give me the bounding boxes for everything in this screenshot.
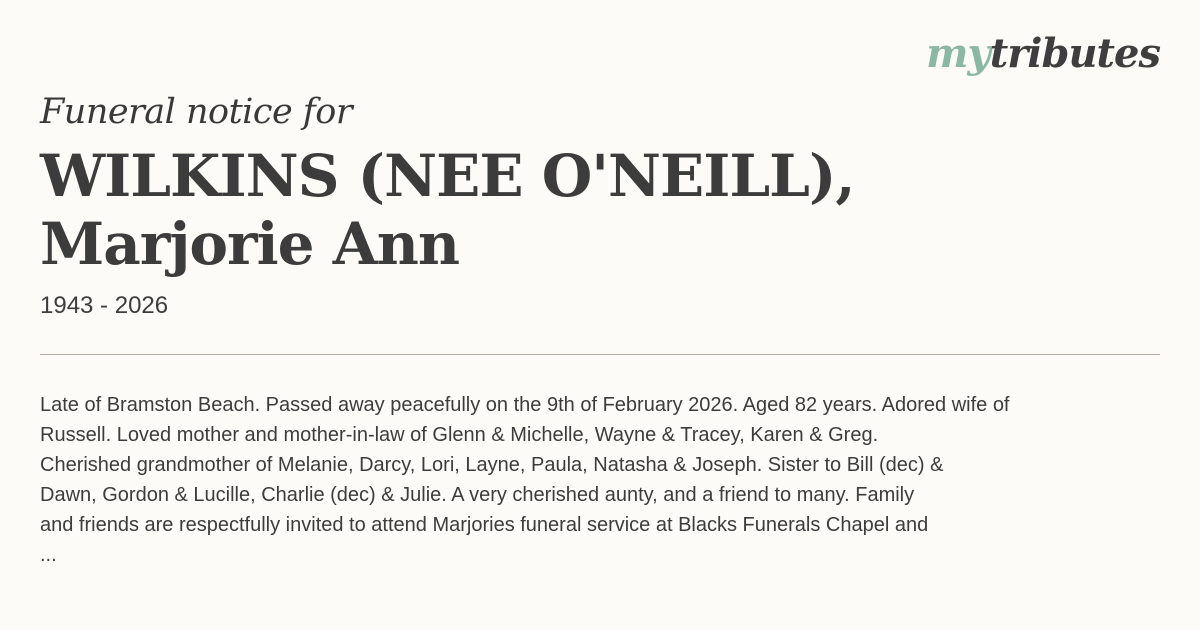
mytributes-logo[interactable] — [926, 30, 1160, 77]
notice-body-line: Russell. Loved mother and mother-in-law of Glenn & Michelle, Wayne & Tracey, Karen & Greg. — [40, 424, 879, 446]
notice-body-ellipsis: ... — [40, 544, 57, 566]
notice-body — [40, 390, 1160, 570]
deceased-given-names: Marjorie Ann — [40, 210, 460, 278]
logo-tributes: tributes — [989, 30, 1160, 77]
logo-my: my — [926, 30, 990, 77]
notice-body-line: Late of Bramston Beach. Passed away peacefully on the 9th of February 2026. Aged 82 years. Adored wife of — [40, 394, 1010, 416]
deceased-surname: WILKINS (NEE O'NEILL), — [40, 142, 855, 210]
notice-body-line: Cherished grandmother of Melanie, Darcy, Lori, Layne, Paula, Natasha & Joseph. Sister to Bill (dec) & — [40, 454, 944, 476]
notice-intro: Funeral notice for — [40, 92, 353, 132]
life-years: 1943 - 2026 — [40, 292, 169, 319]
notice-body-line: and friends are respectfully invited to attend Marjories funeral service at Blacks Funerals Chapel and — [40, 514, 929, 536]
notice-body-line: Dawn, Gordon & Lucille, Charlie (dec) & Julie. A very cherished aunty, and a friend to many. Family — [40, 484, 915, 506]
deceased-name — [40, 142, 1040, 278]
divider — [40, 354, 1160, 355]
